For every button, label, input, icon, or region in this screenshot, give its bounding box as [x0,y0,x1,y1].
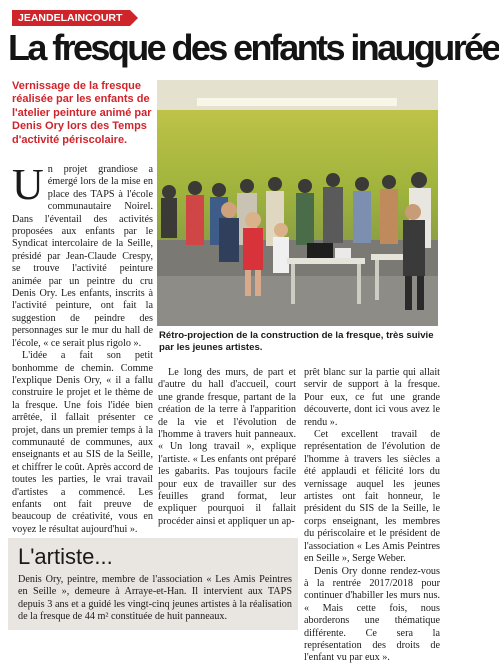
sidebar-box [8,538,298,630]
paragraph: n projet grandiose a émergé lors de la mise en place des TAPS à l'école communautaire Noirel. Dans l'éventail des activités proposées aux enfants par le Syndicat intercolaire de la Seille, présidé par Jean-Claude Crespy, se trouve l'activité peinture animée par un peintre du cru Denis Ory. Les enfants, inscrits à l'activité peinture, ont fait la suggestion de peindre des personnages sur le mur du hall de l'école, « ce serait plus rigolo ». [12,164,153,349]
article-column-3 [304,367,440,665]
standfirst: Vernissage de la fresque réalisée par les enfants de l'atelier peinture animé par Denis Ory lors des Temps d'activité périscolaire. [12,80,152,146]
article-column-2 [158,367,296,528]
paragraph: L'idée a fait son petit bonhomme de chemin. Comme l'explique Denis Ory, « il a fallu construire le projet et le thème de la fresque. Une fois l'idée bien arrêtée, il fallait présenter ce projet, dans un premier temps à la communauté de communes, aux enseignants et au SIS de la Seille, et chiffrer le coût. Après accord de toutes les parties, le vrai travail d'artistes a commencé. Les enfants ont fait preuve de beaucoup de créativité, vous en voyez le résultat aujourd'hui ». [12,350,153,535]
article-column-1 [12,160,153,536]
paragraph: Le long des murs, de part et d'autre du hall d'accueil, court une grande fresque, partant de la création de la terre à l'apparition de la vie et l'évolution de l'homme à travers huit panneaux. « Un long travail », explique l'artiste. « Les enfants ont préparé les gabarits. Pas toujours facile pour eux de travailler sur des feuilles grand format, leur expliquer pourquoi il fallait procéder ainsi et appliquer un ap- [158,367,296,527]
section-tag: JEANDELAINCOURT [12,10,130,26]
photo-caption: Rétro-projection de la construction de la fresque, très suivie par les jeunes artistes. [159,330,434,353]
box-title: L'artiste... [18,544,113,569]
paragraph: Denis Ory donne rendez-vous à la rentrée 2017/2018 pour continuer d'habiller les murs nus. « Mais cette fois, nous aborderons une thématique différente. Ce sera la représentation des droits de l'enfant vu par eux ». [304,565,440,664]
paragraph: prêt blanc sur la partie qui allait servir de support à la fresque. Pour eux, ce fut une grande découverte, dont ici vous avez le rendu ». [304,367,440,428]
dropcap: U [12,160,44,209]
article-title: La fresque des enfants inaugurée [8,27,499,68]
box-text: Denis Ory, peintre, membre de l'association « Les Amis Peintres en Seille », demeure à Arraye-et-Han. Il intervient aux TAPS depuis 3 ans et a guidé les vingt-cinq jeunes artistes à la réalisation de la fresque de 44 m² constituée de huit panneaux. [18,574,292,623]
article-photo [157,80,438,326]
paragraph: Cet excellent travail de représentation de l'évolution de l'homme à travers les siècles a été applaudi et félicité lors du vernissage auquel les jeunes artistes ont fait honneur, le président du SIS de la Seille, le corps enseignant, les membres du périscolaire et le président de l'association « Les Amis Peintres en Seille », Serge Weber. [304,429,440,565]
photo-illustration [157,80,438,326]
